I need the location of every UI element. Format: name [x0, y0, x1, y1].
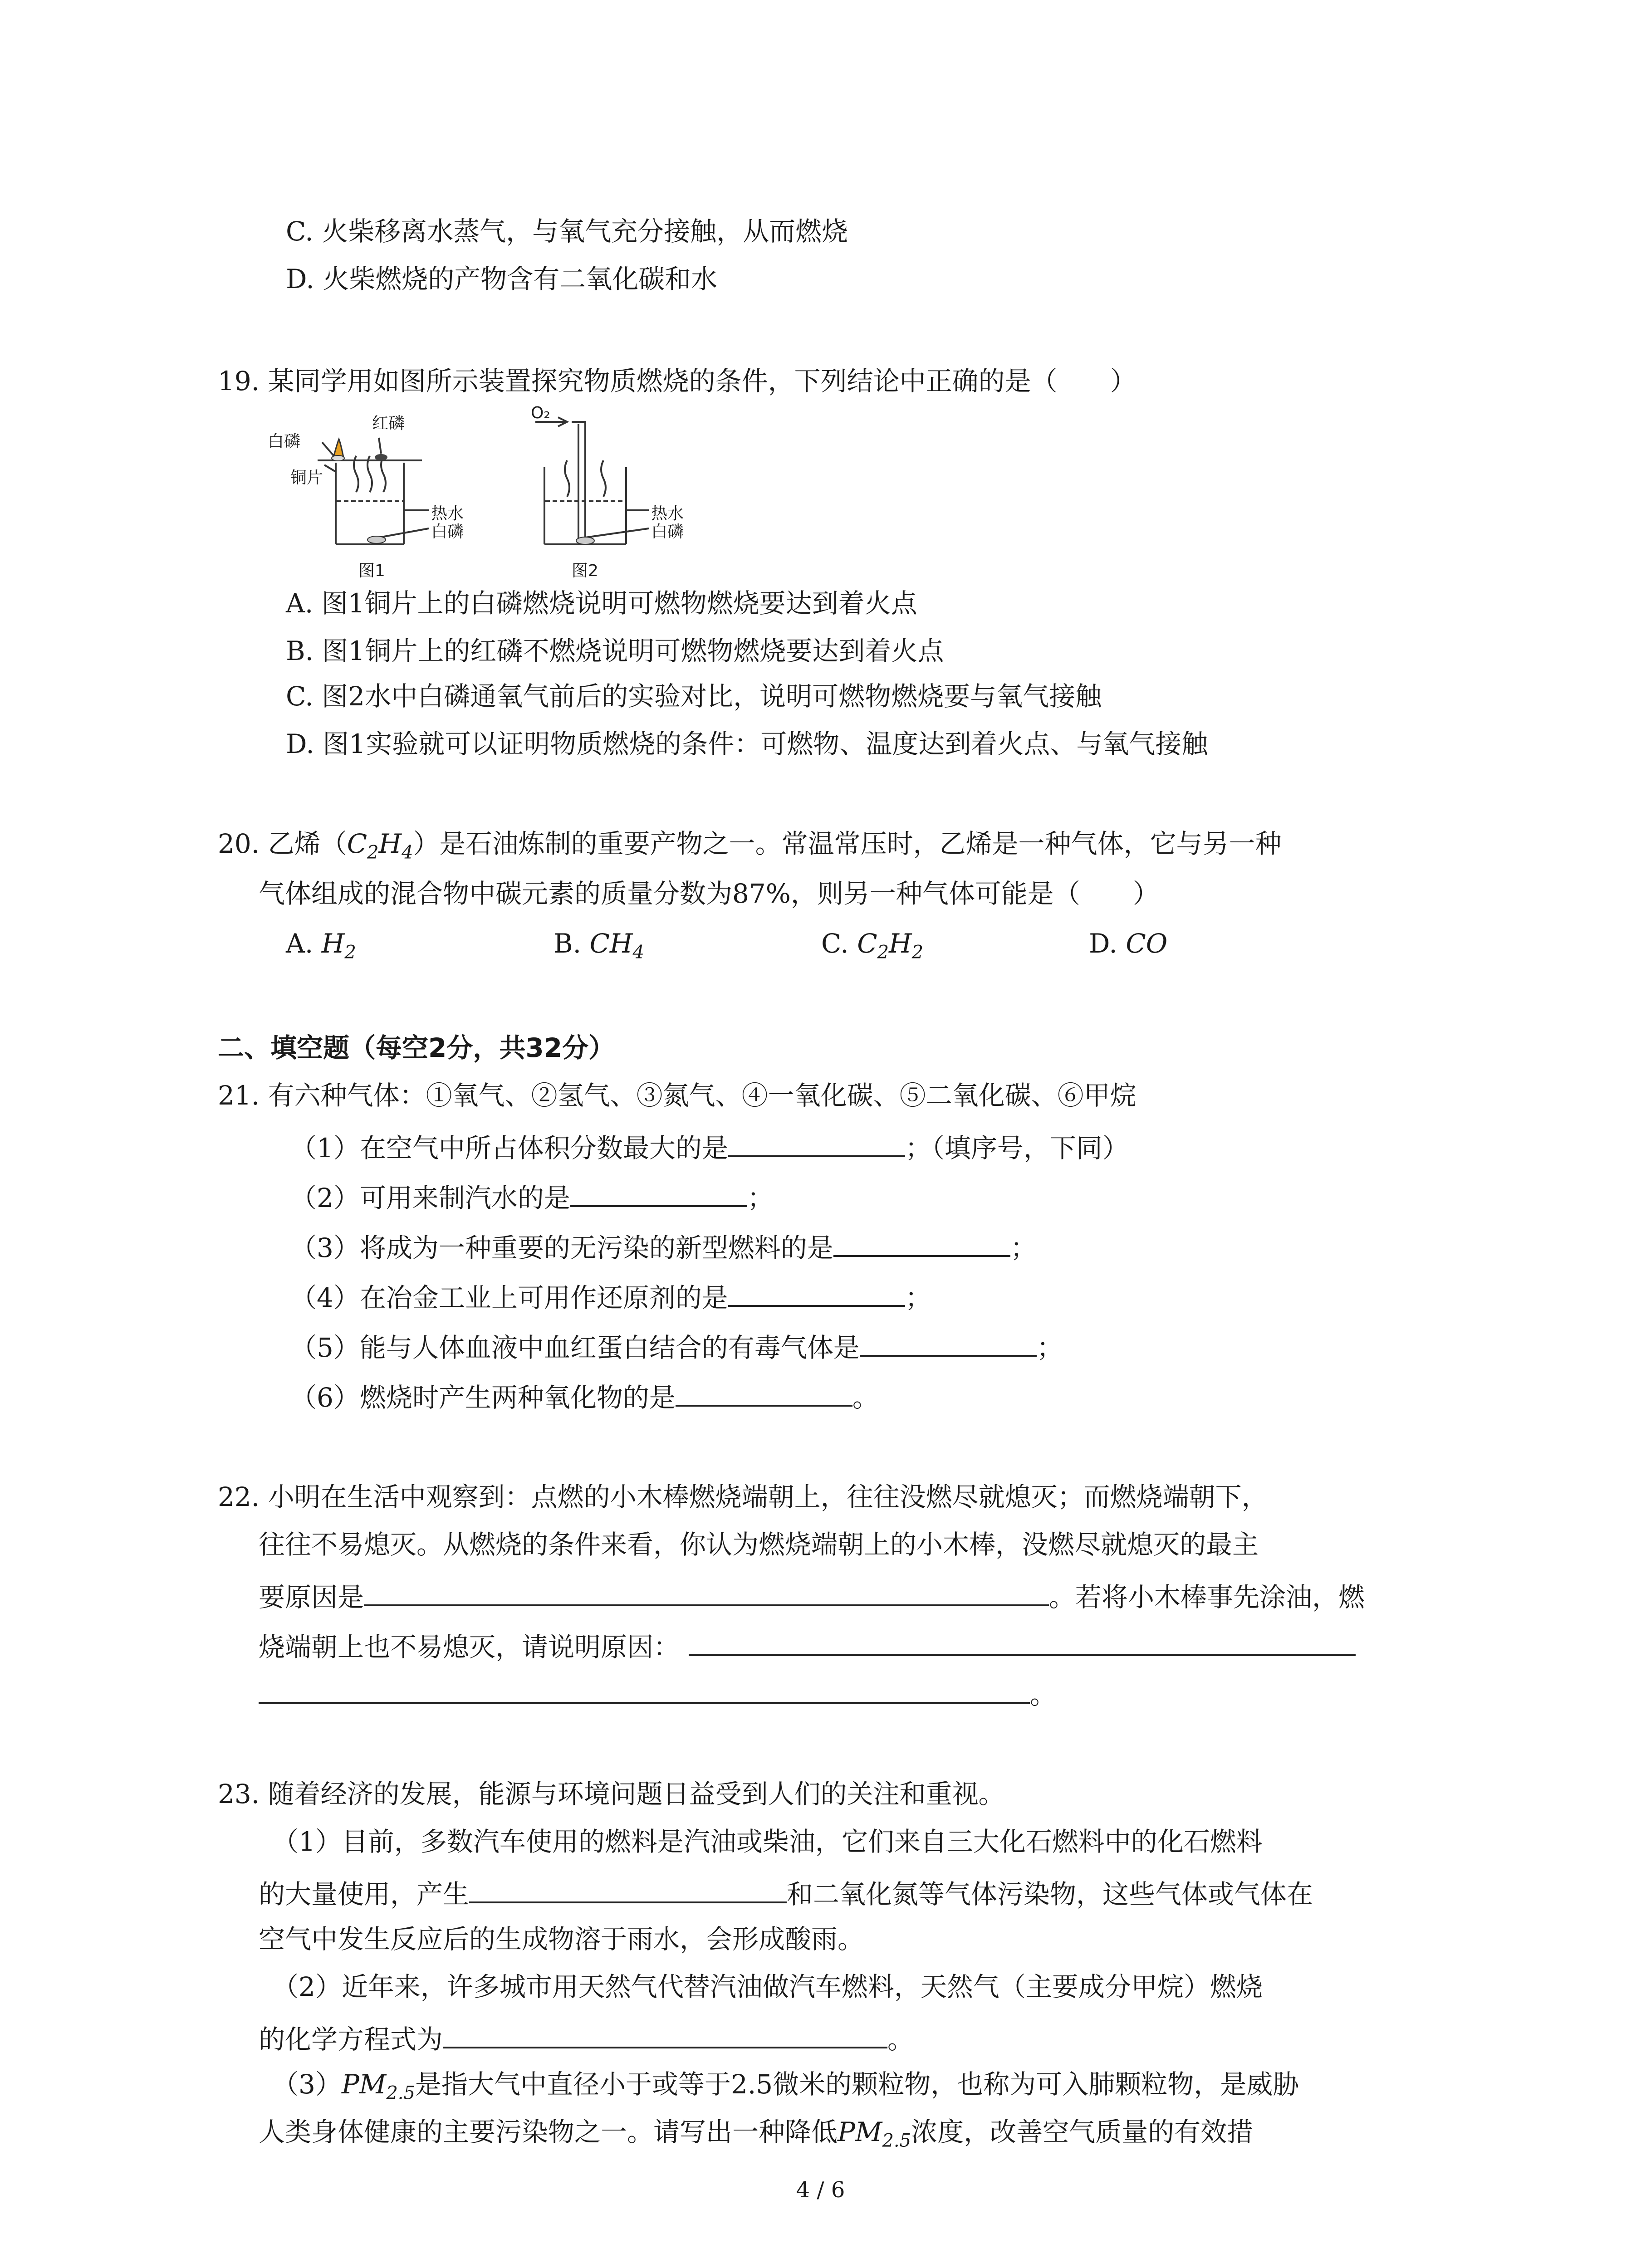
- fig1-label-red-phosphorus: 红磷: [372, 414, 405, 433]
- q21-item-5-text: （5）能与人体血液中血红蛋白结合的有毒气体是: [290, 1332, 860, 1363]
- q20-formula-h-sub: 4: [402, 842, 413, 863]
- fig2-label-gas: O₂: [531, 404, 550, 422]
- q23-part1-line1: （1）目前，多数汽车使用的燃料是汽油或柴油，它们来自三大化石燃料中的化石燃料: [272, 1826, 1263, 1857]
- q20-option-c-formula-h: H: [889, 928, 912, 959]
- q20-option-a-sub: 2: [344, 942, 356, 963]
- q22-answer-blank-2-continued[interactable]: [259, 1674, 1030, 1704]
- q20-option-b-sub: 4: [632, 942, 644, 963]
- q21-item-6-after: 。: [852, 1382, 879, 1413]
- q23-part1-line2-pre: 的大量使用，产生: [259, 1879, 470, 1910]
- fig2-label-white-phosphorus: 白磷: [651, 523, 684, 541]
- q20-option-a: [286, 925, 356, 971]
- q21-item-1-after: ；（填序号，下同）: [905, 1133, 1129, 1163]
- q20-post: ）是石油炼制的重要产物之一。常温常压时，乙烯是一种气体，它与另一种: [413, 828, 1282, 859]
- q22-line5: [259, 1674, 1056, 1713]
- q19-stem: 19. 某同学用如图所示装置探究物质燃烧的条件，下列结论中正确的是（ ）: [218, 366, 1136, 396]
- q20-option-d: [1089, 925, 1167, 962]
- q19-option-c: C. 图2水中白磷通氧气前后的实验对比，说明可燃物燃烧要与氧气接触: [286, 681, 1102, 712]
- q20-formula-h: H: [378, 828, 402, 859]
- q21-stem: 21. 有六种气体：①氧气、②氢气、③氮气、④一氧化碳、⑤二氧化碳、⑥甲烷: [218, 1080, 1136, 1111]
- q20-option-c-sub2: 2: [911, 942, 924, 963]
- q23-part3-line2-pre: 人类身体健康的主要污染物之一。请写出一种降低: [259, 2116, 838, 2147]
- q20-option-a-formula: H: [321, 928, 345, 959]
- combustion-apparatus-figure: [268, 404, 721, 594]
- fig2-label-hot-water: 热水: [651, 504, 684, 523]
- q21-answer-blank-5[interactable]: [860, 1327, 1037, 1357]
- flame-icon: [333, 439, 343, 457]
- q21-item-6-text: （6）燃烧时产生两种氧化物的是: [290, 1382, 676, 1413]
- q21-item-4: [290, 1277, 931, 1316]
- q21-item-3-text: （3）将成为一种重要的无污染的新型燃料的是: [290, 1232, 833, 1263]
- q23-part3-line2-post: 浓度，改善空气质量的有效措: [911, 2116, 1254, 2147]
- q18-option-c: C. 火柴移离水蒸气，与氧气充分接触，从而燃烧: [286, 216, 848, 247]
- page-number: 4 / 6: [796, 2177, 845, 2203]
- q22-answer-blank-2[interactable]: [689, 1626, 1356, 1656]
- q20-pre: 乙烯（: [268, 828, 347, 859]
- q20-line1: [218, 826, 1282, 871]
- q20-option-d-label: D.: [1089, 928, 1117, 959]
- q20-formula-c: C: [347, 828, 367, 859]
- q20-option-b-formula: CH: [589, 928, 633, 959]
- q23-part2-line2-post: 。: [887, 2024, 914, 2055]
- q22-line5-post: 。: [1030, 1679, 1057, 1710]
- q23-part1-line2: [259, 1873, 1313, 1912]
- q23-pm-sub-2: 2.5: [882, 2130, 911, 2151]
- q21-item-2-after: ；: [747, 1183, 774, 1213]
- q23-part1-line2-post: 和二氧化氮等气体污染物，这些气体或气体在: [787, 1879, 1313, 1910]
- q20-formula-c-sub: 2: [367, 842, 379, 863]
- q21-answer-blank-6[interactable]: [676, 1377, 852, 1407]
- q23-part2-line2-pre: 的化学方程式为: [259, 2024, 443, 2055]
- q21-item-2-text: （2）可用来制汽水的是: [290, 1183, 570, 1213]
- q23-part3-post: 是指大气中直径小于或等于2.5微米的颗粒物，也称为可入肺颗粒物，是威胁: [415, 2069, 1299, 2100]
- fig1-label-white-phosphorus-top: 白磷: [268, 432, 301, 451]
- fig1-label-copper: 铜片: [290, 469, 323, 487]
- q20-option-b-label: B.: [554, 928, 582, 959]
- q23-part3-pre: （3）: [272, 2069, 342, 2100]
- section-2-title: 二、填空题（每空2分，共32分）: [218, 1032, 615, 1063]
- q22-line3-pre: 要原因是: [259, 1582, 364, 1613]
- q21-answer-blank-1[interactable]: [728, 1127, 905, 1157]
- q23-part3-line1: [272, 2066, 1299, 2112]
- fig1-label-hot-water: 热水: [431, 504, 464, 523]
- q21-item-4-text: （4）在冶金工业上可用作还原剂的是: [290, 1282, 728, 1313]
- q23-answer-blank-2[interactable]: [443, 2019, 887, 2048]
- q21-item-4-after: ；: [905, 1282, 931, 1313]
- q23-part3-line2: [259, 2114, 1253, 2159]
- q20-number: 20.: [218, 828, 260, 859]
- q21-item-1-text: （1）在空气中所占体积分数最大的是: [290, 1133, 728, 1163]
- q21-item-6: [290, 1377, 879, 1416]
- q20-option-c-label: C.: [821, 928, 849, 959]
- q23-part1-line3: 空气中发生反应后的生成物溶于雨水，会形成酸雨。: [259, 1924, 864, 1955]
- q21-answer-blank-4[interactable]: [728, 1277, 905, 1307]
- q20-option-c: [821, 925, 923, 971]
- fig2-caption: 图2: [572, 562, 598, 580]
- q19-figure: [268, 404, 721, 594]
- q18-option-d: D. 火柴燃烧的产物含有二氧化碳和水: [286, 264, 718, 294]
- q19-option-d: D. 图1实验就可以证明物质燃烧的条件：可燃物、温度达到着火点、与氧气接触: [286, 728, 1208, 759]
- q20-option-c-formula-c: C: [857, 928, 877, 959]
- q22-line4: [259, 1626, 1356, 1665]
- q22-line4-text: 烧端朝上也不易熄灭，请说明原因：: [259, 1632, 680, 1662]
- q21-answer-blank-2[interactable]: [570, 1177, 747, 1207]
- q20-line2: 气体组成的混合物中碳元素的质量分数为87%，则另一种气体可能是（ ）: [259, 878, 1159, 909]
- q21-item-5-after: ；: [1036, 1332, 1063, 1363]
- q21-item-3-after: ；: [1010, 1232, 1037, 1263]
- fig1-label-white-phosphorus-bottom: 白磷: [431, 523, 464, 541]
- q21-item-5: [290, 1327, 1063, 1366]
- q21-item-2: [290, 1177, 774, 1216]
- q22-line1: 22. 小明在生活中观察到：点燃的小木棒燃烧端朝上，往往没燃尽就熄灭；而燃烧端朝下，: [218, 1481, 1268, 1512]
- q19-option-b: B. 图1铜片上的红磷不燃烧说明可燃物燃烧要达到着火点: [286, 635, 944, 666]
- q20-option-b: [554, 925, 644, 971]
- q22-answer-blank-1[interactable]: [364, 1576, 1049, 1606]
- fig1-caption: 图1: [358, 562, 385, 580]
- q19-option-a: A. 图1铜片上的白磷燃烧说明可燃物燃烧要达到着火点: [286, 588, 917, 619]
- q23-part2-line1: （2）近年来，许多城市用天然气代替汽油做汽车燃料，天然气（主要成分甲烷）燃烧: [272, 1971, 1263, 2002]
- q23-stem: 23. 随着经济的发展，能源与环境问题日益受到人们的关注和重视。: [218, 1779, 1005, 1809]
- q23-pm-sub: 2.5: [386, 2082, 415, 2104]
- q23-pm-symbol: PM: [341, 2069, 387, 2100]
- q20-option-a-label: A.: [286, 928, 314, 959]
- q22-line2: 往往不易熄灭。从燃烧的条件来看，你认为燃烧端朝上的小木棒，没燃尽就熄灭的最主: [259, 1529, 1259, 1560]
- q22-line3: [259, 1576, 1365, 1615]
- q20-option-d-formula: CO: [1126, 928, 1168, 959]
- q21-item-3: [290, 1227, 1037, 1266]
- q23-part2-line2: [259, 2019, 914, 2058]
- q23-answer-blank-1[interactable]: [469, 1873, 787, 1903]
- q20-option-c-sub1: 2: [877, 942, 889, 963]
- q21-item-1: [290, 1127, 1129, 1166]
- q22-line3-post: 。若将小木棒事先涂油，燃: [1049, 1582, 1365, 1613]
- q23-pm-symbol-2: PM: [838, 2116, 882, 2147]
- q21-answer-blank-3[interactable]: [833, 1227, 1010, 1257]
